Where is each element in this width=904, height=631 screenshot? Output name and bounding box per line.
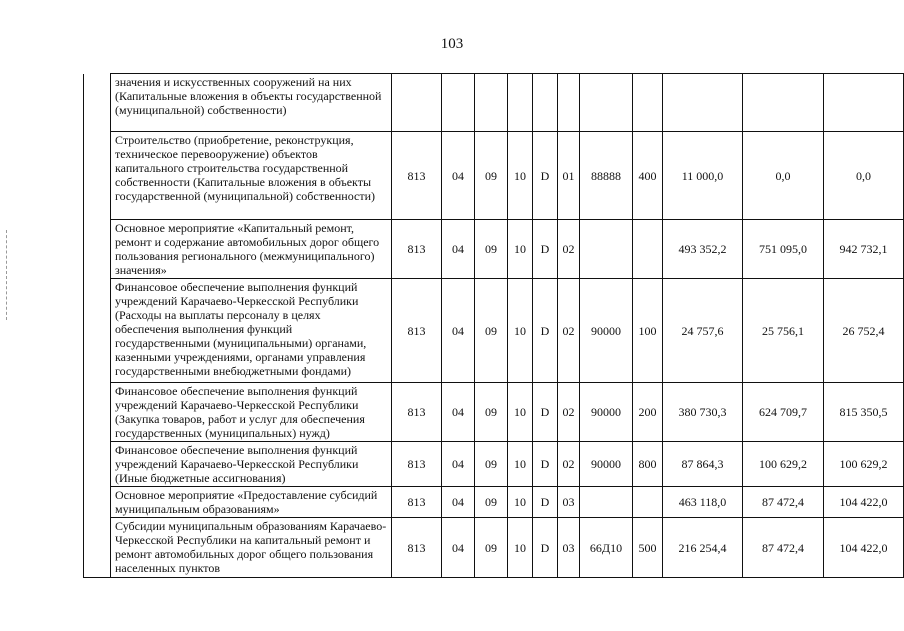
cell-letter bbox=[533, 74, 558, 132]
cell-sum-2 bbox=[743, 74, 824, 132]
cell-sum-1: 24 757,6 bbox=[663, 279, 743, 383]
cell-sub: 02 bbox=[558, 220, 580, 279]
cell-blank bbox=[84, 518, 111, 578]
cell-sum-1: 11 000,0 bbox=[663, 132, 743, 220]
cell-letter: D bbox=[533, 279, 558, 383]
cell-type: 400 bbox=[633, 132, 663, 220]
cell-sum-3 bbox=[824, 74, 904, 132]
cell-sum-1: 380 730,3 bbox=[663, 383, 743, 442]
budget-table bbox=[83, 73, 904, 578]
cell-name: Финансовое обеспечение выполнения функций учреждений Карачаево-Черкесской Республики (Закупка товаров, работ и услуг для обеспечения государственных (муниципальных) нужд) bbox=[111, 383, 392, 442]
cell-letter: D bbox=[533, 383, 558, 442]
cell-type: 500 bbox=[633, 518, 663, 578]
cell-section: 04 bbox=[442, 220, 475, 279]
table-row bbox=[84, 74, 904, 132]
table-row bbox=[84, 383, 904, 442]
cell-program: 10 bbox=[508, 487, 533, 518]
cell-ministry: 813 bbox=[392, 383, 442, 442]
cell-blank bbox=[84, 487, 111, 518]
cell-section: 04 bbox=[442, 279, 475, 383]
cell-type bbox=[633, 74, 663, 132]
cell-name: Строительство (приобретение, реконструкция, техническое перевооружение) объектов капитального строительства государственной собственности (Капитальные вложения в объекты государственной (муниципальной) собственности) bbox=[111, 132, 392, 220]
cell-program: 10 bbox=[508, 442, 533, 487]
cell-sum-1: 463 118,0 bbox=[663, 487, 743, 518]
cell-sum-3: 0,0 bbox=[824, 132, 904, 220]
cell-blank bbox=[84, 279, 111, 383]
cell-code: 90000 bbox=[580, 442, 633, 487]
cell-letter: D bbox=[533, 487, 558, 518]
cell-letter: D bbox=[533, 132, 558, 220]
cell-sub: 02 bbox=[558, 383, 580, 442]
cell-section: 04 bbox=[442, 518, 475, 578]
table-row bbox=[84, 220, 904, 279]
cell-ministry: 813 bbox=[392, 279, 442, 383]
cell-letter: D bbox=[533, 442, 558, 487]
cell-sum-3: 942 732,1 bbox=[824, 220, 904, 279]
cell-sum-3: 104 422,0 bbox=[824, 487, 904, 518]
cell-blank bbox=[84, 220, 111, 279]
cell-sum-1: 216 254,4 bbox=[663, 518, 743, 578]
cell-sub: 03 bbox=[558, 487, 580, 518]
cell-section: 04 bbox=[442, 132, 475, 220]
cell-sum-1: 87 864,3 bbox=[663, 442, 743, 487]
cell-name: Основное мероприятие «Предоставление субсидий муниципальным образованиям» bbox=[111, 487, 392, 518]
cell-program: 10 bbox=[508, 518, 533, 578]
cell-blank bbox=[84, 383, 111, 442]
cell-sum-3: 104 422,0 bbox=[824, 518, 904, 578]
cell-sub: 02 bbox=[558, 442, 580, 487]
cell-program: 10 bbox=[508, 383, 533, 442]
page-number: 103 bbox=[440, 36, 464, 52]
table-row bbox=[84, 518, 904, 578]
cell-sum-1 bbox=[663, 74, 743, 132]
cell-sub bbox=[558, 74, 580, 132]
cell-subsection bbox=[475, 74, 508, 132]
cell-code: 90000 bbox=[580, 383, 633, 442]
cell-sum-2: 100 629,2 bbox=[743, 442, 824, 487]
cell-blank bbox=[84, 74, 111, 132]
cell-ministry: 813 bbox=[392, 442, 442, 487]
cell-code bbox=[580, 220, 633, 279]
cell-subsection: 09 bbox=[475, 442, 508, 487]
cell-sum-2: 25 756,1 bbox=[743, 279, 824, 383]
cell-code bbox=[580, 74, 633, 132]
cell-sub: 02 bbox=[558, 279, 580, 383]
cell-subsection: 09 bbox=[475, 487, 508, 518]
table-row bbox=[84, 279, 904, 383]
cell-blank bbox=[84, 132, 111, 220]
cell-program: 10 bbox=[508, 279, 533, 383]
cell-name: значения и искусственных сооружений на них (Капитальные вложения в объекты государственной (муниципальной) собственности) bbox=[111, 74, 392, 132]
table-row bbox=[84, 487, 904, 518]
cell-sum-2: 751 095,0 bbox=[743, 220, 824, 279]
cell-ministry: 813 bbox=[392, 132, 442, 220]
cell-code: 88888 bbox=[580, 132, 633, 220]
cell-subsection: 09 bbox=[475, 518, 508, 578]
cell-blank bbox=[84, 442, 111, 487]
cell-code: 90000 bbox=[580, 279, 633, 383]
cell-type bbox=[633, 487, 663, 518]
cell-name: Финансовое обеспечение выполнения функций учреждений Карачаево-Черкесской Республики (Иные бюджетные ассигнования) bbox=[111, 442, 392, 487]
cell-section bbox=[442, 74, 475, 132]
cell-subsection: 09 bbox=[475, 132, 508, 220]
cell-program: 10 bbox=[508, 220, 533, 279]
cell-section: 04 bbox=[442, 383, 475, 442]
cell-subsection: 09 bbox=[475, 220, 508, 279]
cell-name: Субсидии муниципальным образованиям Карачаево-Черкесской Республики на капитальный ремонт и ремонт автомобильных дорог общего пользования населенных пунктов bbox=[111, 518, 392, 578]
margin-marks bbox=[0, 230, 7, 320]
cell-type bbox=[633, 220, 663, 279]
cell-sum-2: 0,0 bbox=[743, 132, 824, 220]
cell-sum-1: 493 352,2 bbox=[663, 220, 743, 279]
cell-code: 66Д10 bbox=[580, 518, 633, 578]
cell-subsection: 09 bbox=[475, 383, 508, 442]
cell-subsection: 09 bbox=[475, 279, 508, 383]
cell-sum-3: 100 629,2 bbox=[824, 442, 904, 487]
cell-letter: D bbox=[533, 220, 558, 279]
cell-sum-2: 624 709,7 bbox=[743, 383, 824, 442]
cell-sum-3: 26 752,4 bbox=[824, 279, 904, 383]
cell-section: 04 bbox=[442, 442, 475, 487]
cell-section: 04 bbox=[442, 487, 475, 518]
table-row bbox=[84, 132, 904, 220]
cell-ministry bbox=[392, 74, 442, 132]
cell-program: 10 bbox=[508, 132, 533, 220]
page-bottom-rule bbox=[83, 577, 903, 578]
cell-program bbox=[508, 74, 533, 132]
cell-ministry: 813 bbox=[392, 487, 442, 518]
cell-sum-3: 815 350,5 bbox=[824, 383, 904, 442]
cell-code bbox=[580, 487, 633, 518]
cell-sum-2: 87 472,4 bbox=[743, 518, 824, 578]
cell-name: Основное мероприятие «Капитальный ремонт, ремонт и содержание автомобильных дорог общего пользования регионального (межмуниципального) значения» bbox=[111, 220, 392, 279]
cell-ministry: 813 bbox=[392, 518, 442, 578]
cell-name: Финансовое обеспечение выполнения функций учреждений Карачаево-Черкесской Республики (Расходы на выплаты персоналу в целях обеспечения выполнения функций государственными (муниципальными) органами, казенными учреждениями, органами управления государственными внебюджетными фондами) bbox=[111, 279, 392, 383]
cell-ministry: 813 bbox=[392, 220, 442, 279]
table-row bbox=[84, 442, 904, 487]
cell-sum-2: 87 472,4 bbox=[743, 487, 824, 518]
cell-type: 100 bbox=[633, 279, 663, 383]
cell-letter: D bbox=[533, 518, 558, 578]
cell-type: 800 bbox=[633, 442, 663, 487]
cell-sub: 03 bbox=[558, 518, 580, 578]
cell-sub: 01 bbox=[558, 132, 580, 220]
cell-type: 200 bbox=[633, 383, 663, 442]
